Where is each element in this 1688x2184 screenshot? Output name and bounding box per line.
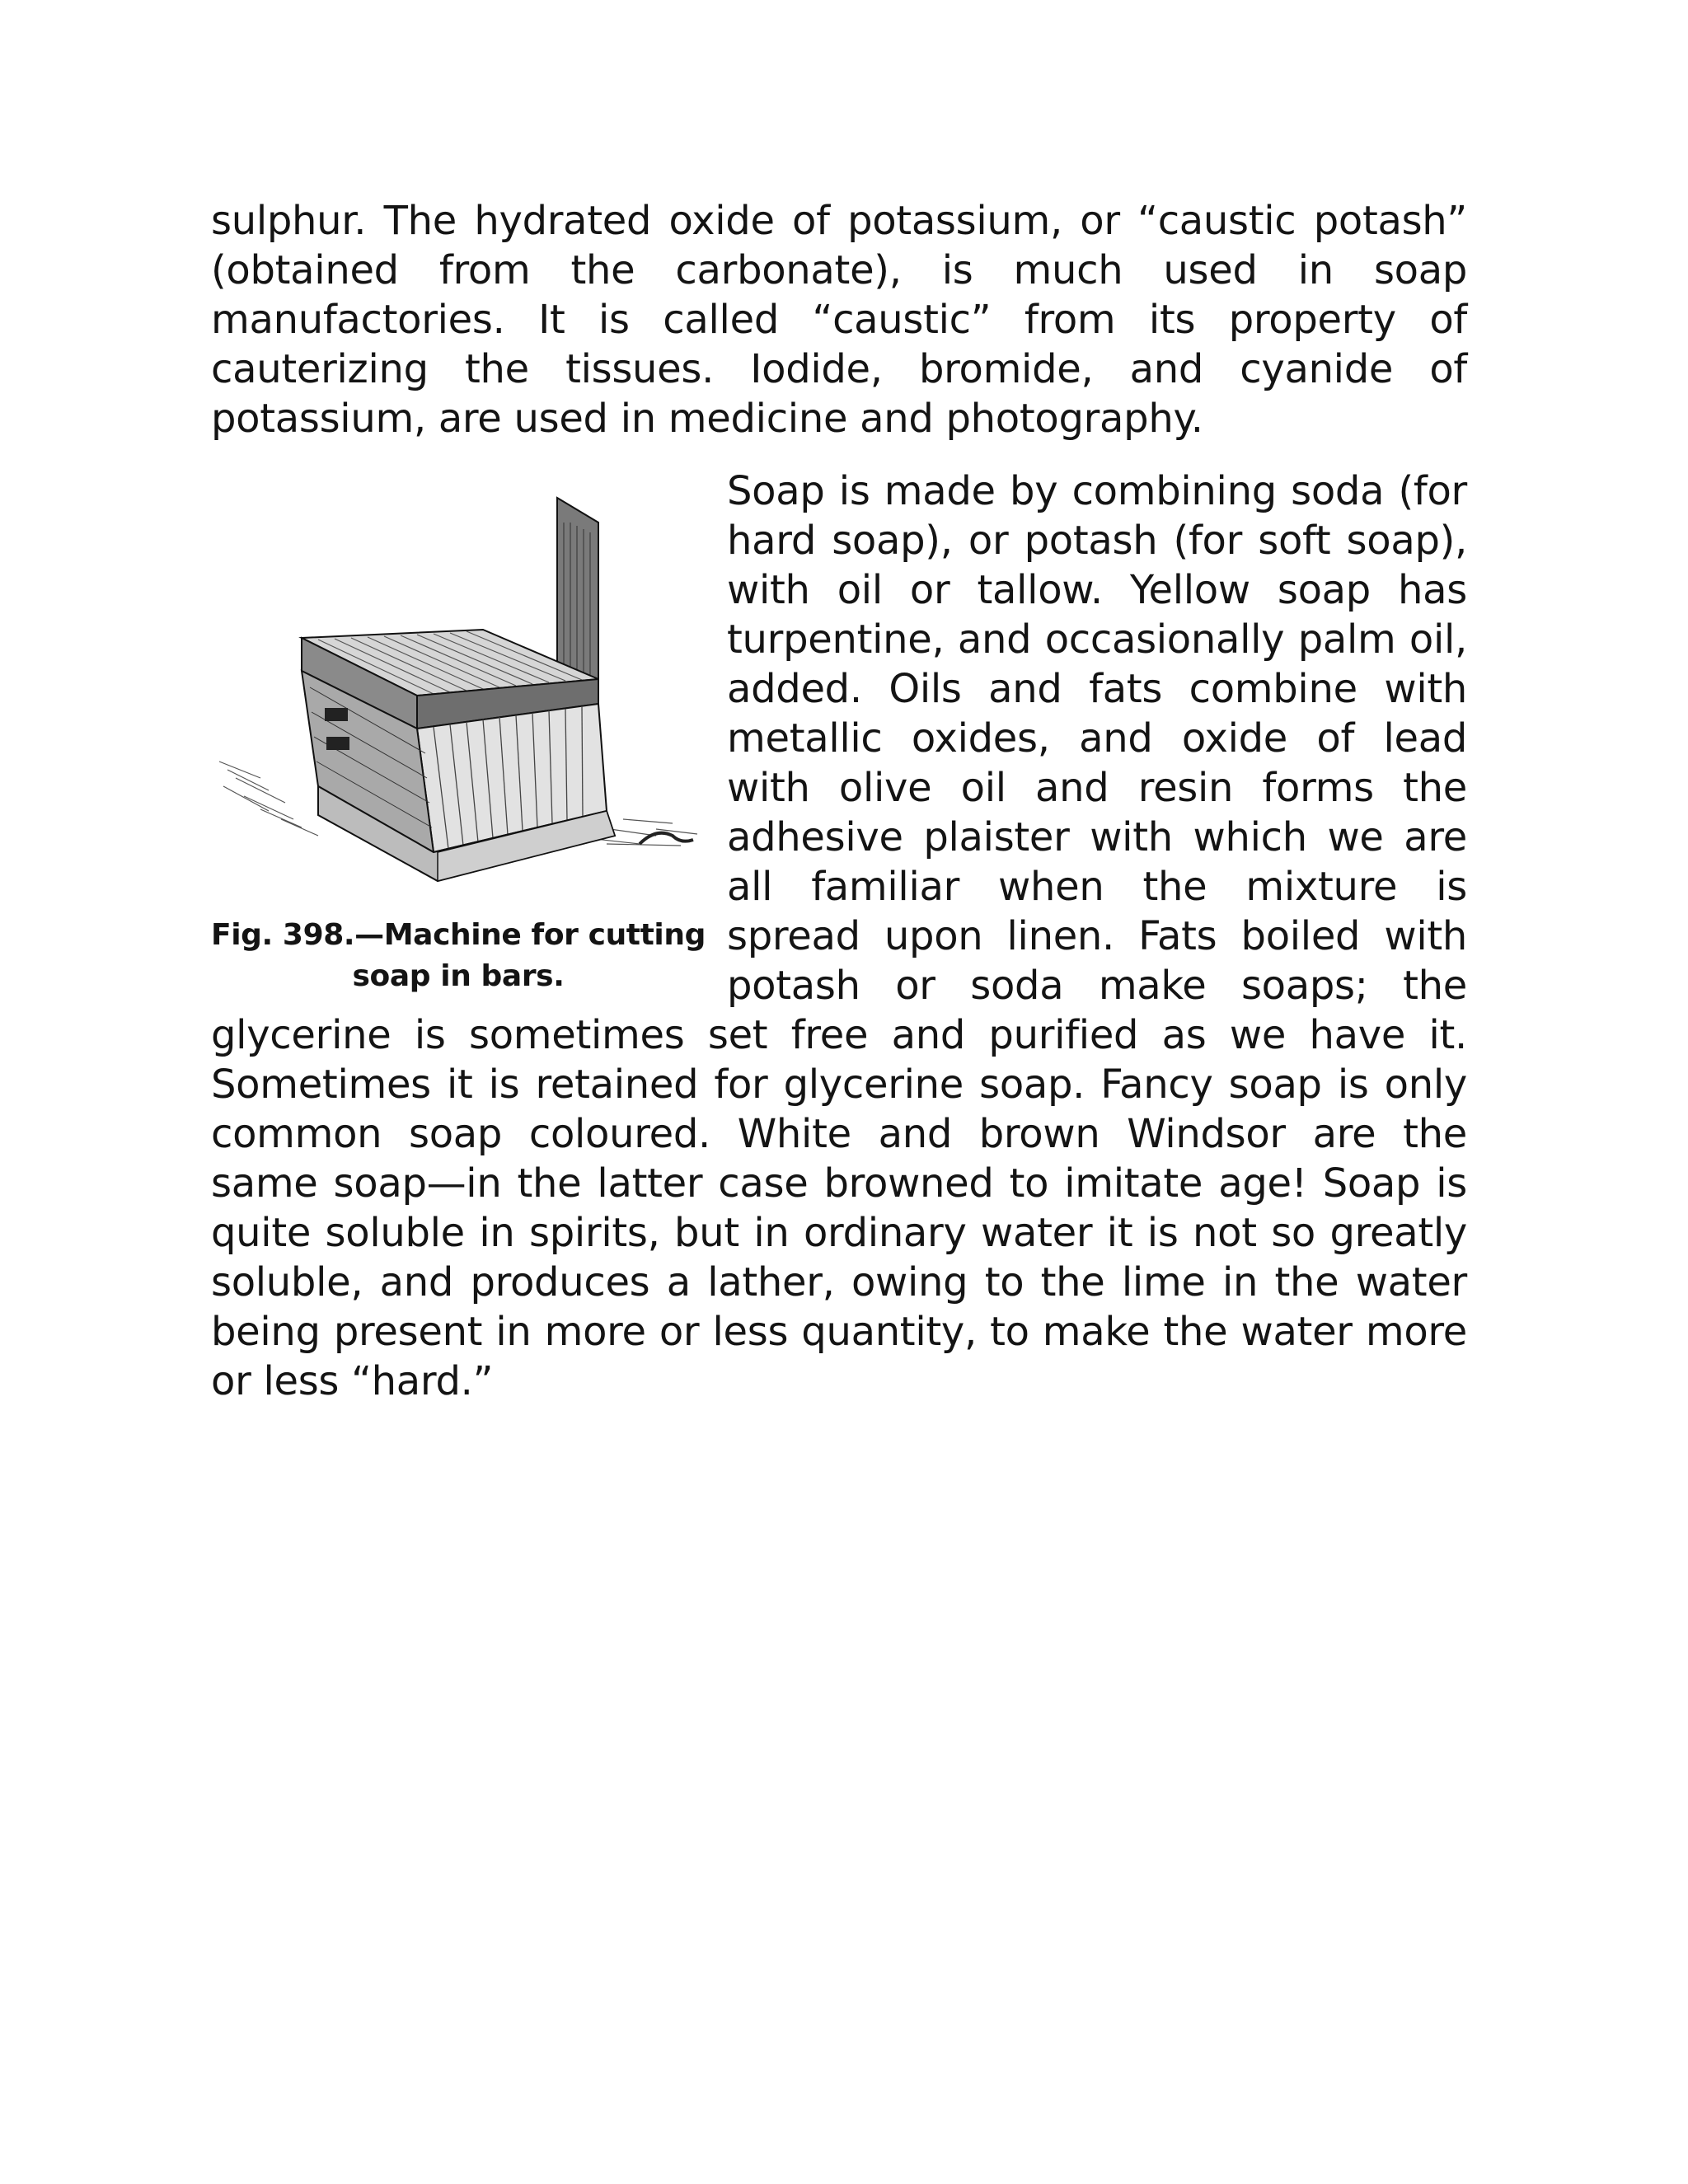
paragraph-soap: Soap is made by combining soda (for hard soap), or potash (for soft soap), with oil or tallow. Yellow soap has turpentine, and occasionally palm oil, added. Oils and fats combine with metallic oxides, and oxide of lead with olive oil and resin forms the adhesive plaister with which we are all familiar when the mixture is spread upon linen. Fats boiled with potash or soda make soaps; the glycerine is sometimes set free and purified as we have it. Sometimes it is retained for glycerine soap. Fancy soap is only common soap coloured. White and brown Windsor are the same soap—in the latter case browned to imitate age! Soap is quite soluble in spirits, but in ordinary water it is not so greatly soluble, and produces a lather, owing to the lime in the water being present in more or less quantity, to make the water more or less “hard.” — [211, 468, 1467, 1404]
page-content — [211, 196, 1467, 1406]
paragraph-potassium: sulphur. The hydrated oxide of potassium, or “caustic potash” (obtained from the carbonate), is much used in soap manufactories. It is called “caustic” from its property of cauterizing the tissues. Iodide, bromide, and cyanide of potassium, are used in medicine and photography. — [211, 198, 1467, 442]
soap-section — [211, 466, 1467, 1406]
figure-398 — [211, 466, 706, 997]
figure-caption: Fig. 398.—Machine for cutting soap in bars. — [211, 918, 706, 993]
soap-cutting-machine-illustration — [211, 490, 706, 902]
